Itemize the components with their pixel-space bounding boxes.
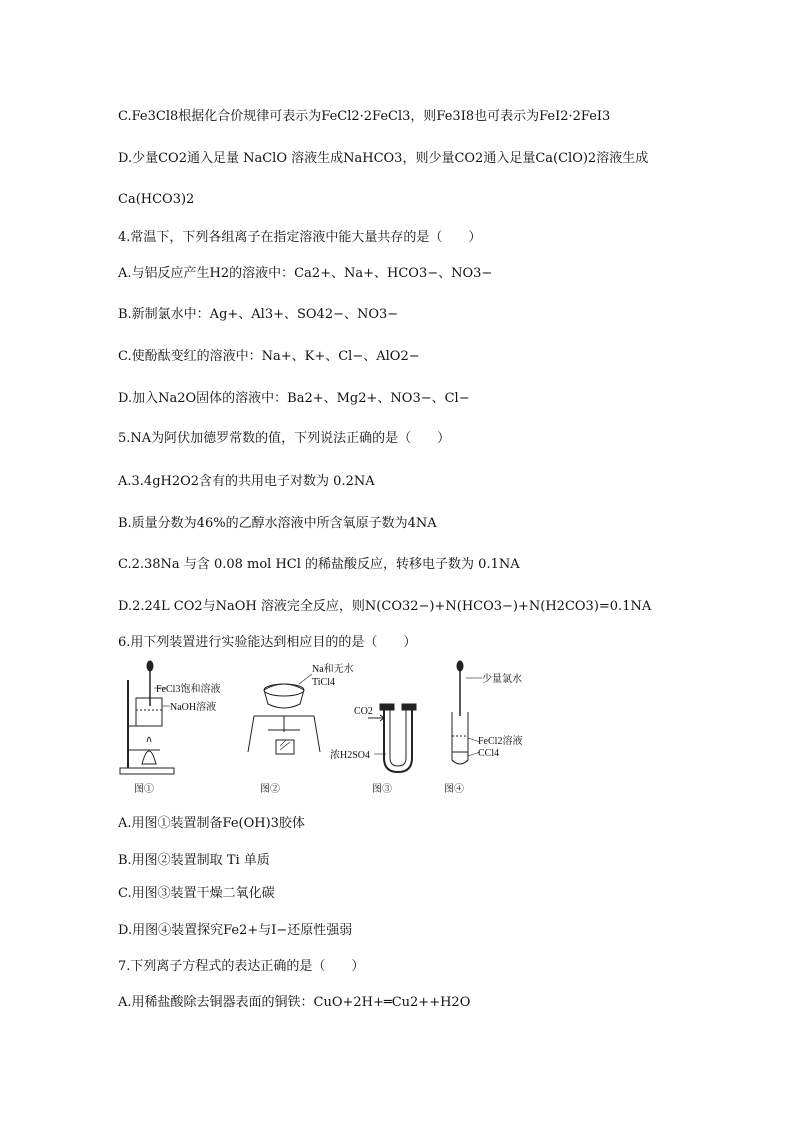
q4-option-a: A.与铝反应产生H2的溶液中：Ca2+、Na+、HCO3−、NO3−: [118, 266, 493, 281]
fig4-caption: 图④: [444, 784, 464, 795]
fig2-caption: 图②: [260, 784, 280, 795]
figure-2-apparatus: [248, 674, 320, 754]
fig4-label-chlorine: 少量氯水: [482, 674, 522, 685]
q6-option-a: A.用图①装置制备Fe(OH)3胶体: [118, 816, 305, 831]
q7-stem: 7.下列离子方程式的表达正确的是（ ）: [118, 959, 365, 974]
apparatus-figure: [114, 660, 534, 810]
q4-option-b: B.新制氯水中：Ag+、Al3+、SO42−、NO3−: [118, 307, 399, 322]
q5-option-a: A.3.4gH2O2含有的共用电子对数为 0.2NA: [118, 474, 375, 489]
fig3-label-acid: 浓H2SO4: [330, 750, 371, 761]
fig4-label-ccl4: CCl4: [478, 748, 500, 759]
fig1-label-fecl3: FeCl3饱和溶液: [156, 684, 221, 695]
q6-option-c: C.用图③装置干燥二氧化碳: [118, 886, 275, 901]
figure-3-apparatus: [368, 704, 416, 772]
q6-stem: 6.用下列装置进行实验能达到相应目的的是（ ）: [118, 635, 417, 650]
q5-option-d: D.2.24L CO2与NaOH 溶液完全反应，则N(CO32−)+N(HCO3−)+N(H2CO3)=0.1NA: [118, 599, 652, 614]
q6-option-d: D.用图④装置探究Fe2+与I−还原性强弱: [118, 923, 353, 938]
fig1-label-naoh: NaOH溶液: [170, 702, 217, 713]
fig2-label-na: Na和无水: [312, 664, 354, 675]
q4-option-c: C.使酚酞变红的溶液中：Na+、K+、Cl−、AlO2−: [118, 349, 420, 364]
fig2-label-ticl4: TiCl4: [312, 677, 335, 688]
apparatus-diagram: [114, 660, 534, 810]
fig3-caption: 图③: [372, 784, 392, 795]
q4-option-d: D.加入Na2O固体的溶液中：Ba2+、Mg2+、NO3−、Cl−: [118, 391, 470, 406]
figure-1-apparatus: [120, 661, 174, 774]
q3-option-d-line2: Ca(HCO3)2: [118, 192, 195, 207]
fig1-caption: 图①: [134, 784, 154, 795]
q4-stem: 4.常温下，下列各组离子在指定溶液中能大量共存的是（ ）: [118, 230, 482, 245]
q5-stem: 5.NA为阿伏加德罗常数的值，下列说法正确的是（ ）: [118, 431, 451, 446]
fig4-label-fecl2: FeCl2溶液: [478, 736, 523, 747]
fig3-label-co2: CO2: [354, 706, 373, 717]
q3-option-d-line1: D.少量CO2通入足量 NaClO 溶液生成NaHCO3，则少量CO2通入足量Ca(ClO)2溶液生成: [118, 151, 649, 166]
q5-option-c: C.2.38Na 与含 0.08 mol HCl 的稀盐酸反应，转移电子数为 0.1NA: [118, 557, 520, 572]
q5-option-b: B.质量分数为46%的乙醇水溶液中所含氧原子数为4NA: [118, 516, 437, 531]
q7-option-a: A.用稀盐酸除去铜器表面的铜铁：CuO+2H+═Cu2++H2O: [118, 995, 471, 1010]
q3-option-c: C.Fe3Cl8根据化合价规律可表示为FeCl2·2FeCl3，则Fe3I8也可表示为FeI2·2FeI3: [118, 109, 611, 124]
q6-option-b: B.用图②装置制取 Ti 单质: [118, 853, 270, 868]
